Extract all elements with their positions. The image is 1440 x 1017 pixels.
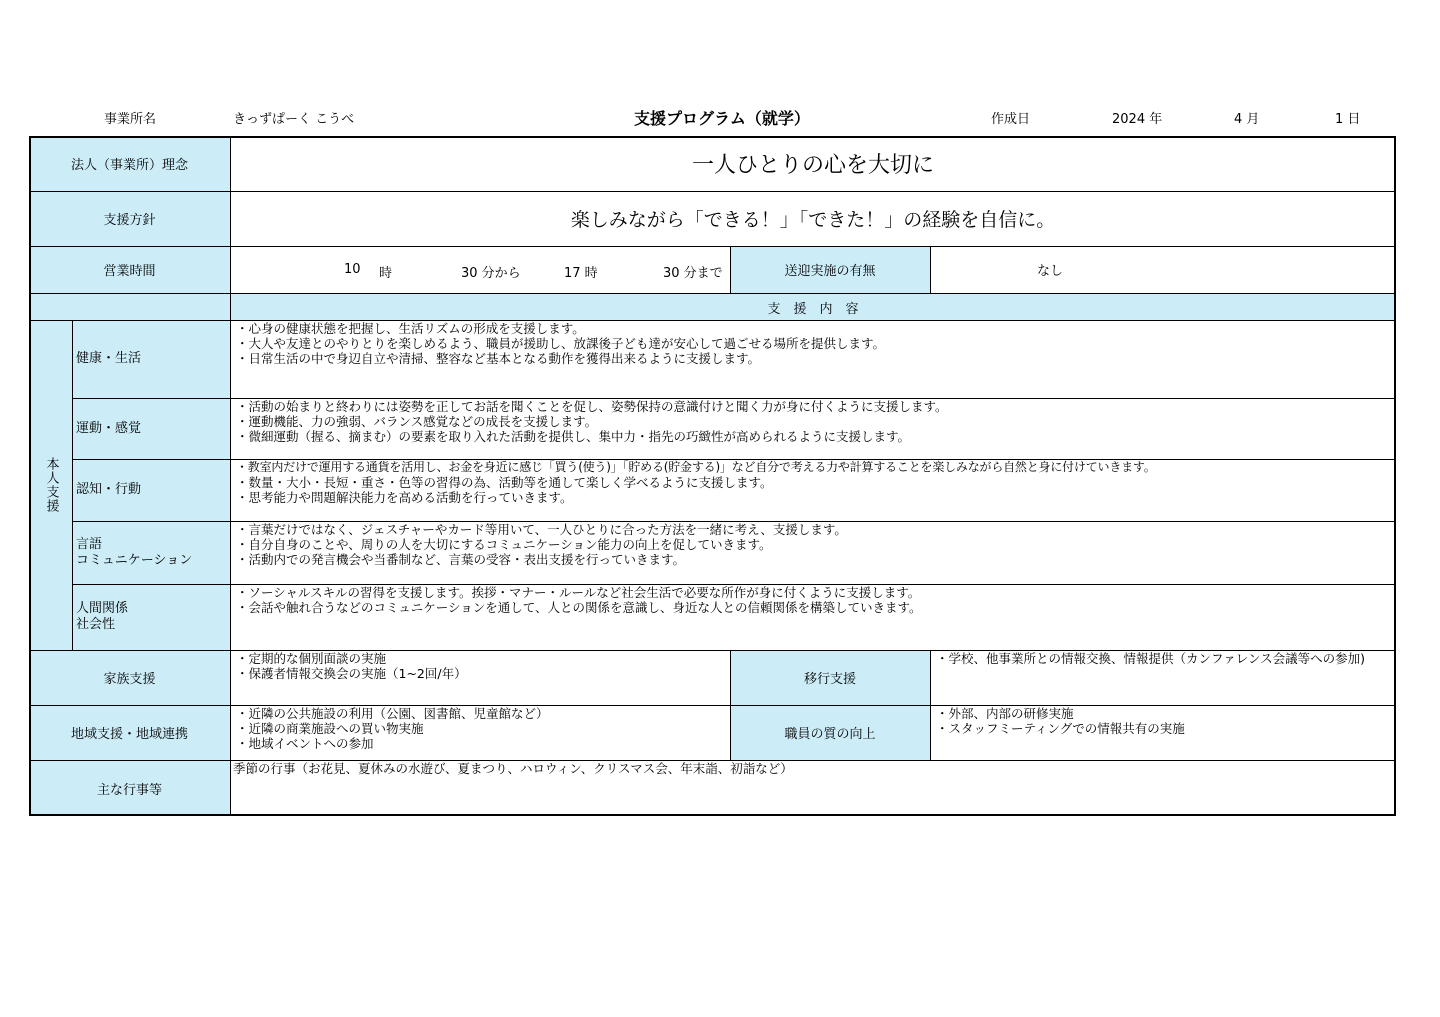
grid-line bbox=[230, 136, 231, 816]
grid-line bbox=[72, 521, 1396, 522]
staff-quality-line: ・スタッフミーティングでの情報共有の実施 bbox=[936, 721, 1185, 736]
grid-line bbox=[29, 760, 1396, 761]
motor-sensory-line: ・活動の始まりと終わりには姿勢を正してお話を聞くことを促し、姿勢保持の意識付けと聞く力が身に付くように支援します。 bbox=[236, 399, 948, 414]
created-day: 1 日 bbox=[1335, 112, 1361, 127]
created-month: 4 月 bbox=[1234, 112, 1260, 127]
relationships-social-content bbox=[230, 584, 1396, 650]
health-life-label-text: 健康・生活 bbox=[76, 351, 142, 366]
cognition-behavior-line: ・思考能力や問題解決能力を高める活動を行っていきます。 bbox=[236, 490, 573, 505]
family-support-line: ・定期的な個別面談の実施 bbox=[236, 651, 387, 666]
grid-line bbox=[72, 320, 73, 650]
grid-line bbox=[29, 650, 1396, 651]
start-hour: 10 bbox=[344, 262, 361, 277]
family-support-line: ・保護者情報交換会の実施（1~2回/年） bbox=[236, 666, 467, 681]
support-program-table bbox=[29, 136, 1396, 816]
events-label: 主な行事等 bbox=[96, 782, 162, 798]
community-support-label: 地域支援・地域連携 bbox=[70, 727, 188, 742]
grid-line bbox=[72, 459, 1396, 460]
transition-support-text: ・学校、他事業所との情報交換、情報提供（カンファレンス会議等への参加) bbox=[936, 651, 1365, 666]
grid-line bbox=[29, 136, 31, 816]
end-minute: 30 分まで bbox=[663, 266, 723, 281]
philosophy-value: 一人ひとりの心を大切に bbox=[691, 153, 934, 178]
grid-line bbox=[1394, 136, 1396, 816]
staff-quality-content bbox=[930, 705, 1396, 760]
self-support-label-text: 本人支援 bbox=[43, 457, 59, 513]
transition-support-content bbox=[930, 650, 1396, 705]
language-communication-line: ・言葉だけではなく、ジェスチャーやカード等用いて、一人ひとりに合った方法を一緒に考え、支援します。 bbox=[236, 522, 847, 537]
policy-value: 楽しみながら「できる！」「できた！」の経験を自信に。 bbox=[570, 209, 1056, 231]
hours-label: 営業時間 bbox=[103, 264, 156, 279]
grid-line bbox=[29, 320, 1396, 321]
family-support-label: 家族支援 bbox=[103, 672, 156, 687]
self-support-label bbox=[29, 320, 72, 650]
relationships-social-line: ・会話や触れ合うなどのコミュニケーションを通して、人との関係を意識し、身近な人との信頼関係を構築していきます。 bbox=[236, 600, 922, 615]
community-support-content bbox=[230, 705, 730, 760]
health-life-line: ・心身の健康状態を把握し、生活リズムの形成を支援します。 bbox=[236, 321, 585, 336]
created-year: 2024 年 bbox=[1112, 112, 1163, 127]
policy-label: 支援方針 bbox=[103, 213, 156, 228]
transport-value: なし bbox=[1036, 264, 1063, 279]
start-hour-unit: 時 bbox=[379, 266, 393, 281]
content-header: 支 援 内 容 bbox=[767, 301, 859, 317]
health-life-content bbox=[230, 320, 1396, 398]
language-communication-content bbox=[230, 521, 1396, 584]
grid-line bbox=[930, 246, 931, 293]
cognition-behavior-content bbox=[230, 459, 1396, 521]
community-support-line: ・近隣の公共施設の利用（公園、図書館、児童館など） bbox=[236, 706, 549, 721]
family-support-content bbox=[230, 650, 730, 705]
grid-line bbox=[29, 293, 1396, 294]
motor-sensory-line: ・運動機能、力の強弱、バランス感覚などの成長を支援します。 bbox=[236, 414, 598, 429]
grid-line bbox=[29, 136, 1396, 138]
grid-line bbox=[72, 398, 1396, 399]
grid-line bbox=[72, 584, 1396, 585]
created-date-label: 作成日 bbox=[991, 112, 1031, 127]
start-minute: 30 分から bbox=[461, 266, 521, 281]
grid-line bbox=[29, 191, 1396, 192]
grid-line bbox=[29, 705, 1396, 706]
health-life-line: ・大人や友達とのやりとりを楽しめるよう、職員が援助し、放課後子ども達が安心して過ごせる場所を提供します。 bbox=[236, 336, 886, 351]
relationships-social-line: ・ソーシャルスキルの習得を支援します。挨拶・マナー・ルールなど社会生活で必要な所作が身に付くように支援します。 bbox=[236, 585, 921, 600]
transition-support-label: 移行支援 bbox=[803, 672, 856, 687]
philosophy-label: 法人（事業所）理念 bbox=[70, 158, 188, 173]
motor-sensory-label bbox=[72, 398, 230, 459]
language-label-text: 言語 bbox=[76, 536, 103, 552]
health-life-label bbox=[72, 320, 230, 398]
relationships-social-label bbox=[72, 584, 230, 650]
health-life-line: ・日常生活の中で身辺自立や清掃、整容など基本となる動作を獲得出来るように支援します。 bbox=[236, 351, 761, 366]
language-communication-label bbox=[72, 521, 230, 584]
language-communication-line: ・自分自身のことや、周りの人を大切にするコミュニケーション能力の向上を促していきます。 bbox=[236, 537, 772, 552]
cognition-behavior-line: ・教室内だけで運用する通貨を活用し、お金を身近に感じ「買う(使う)」「貯める(貯金する)」など自分で考える力や計算することを楽しみながら自然と身に付けていきます。 bbox=[236, 460, 1156, 474]
community-support-line: ・地域イベントへの参加 bbox=[236, 736, 374, 751]
grid-line bbox=[29, 246, 1396, 247]
grid-line bbox=[930, 650, 931, 760]
language-communication-line: ・活動内での発言機会や当番制など、言葉の受容・表出支援を行っていきます。 bbox=[236, 552, 686, 567]
community-support-line: ・近隣の商業施設への買い物実施 bbox=[236, 721, 424, 736]
relationships-label-text: 人間関係 bbox=[76, 601, 129, 616]
grid-line bbox=[730, 246, 731, 293]
office-name: きっずぱーく こうべ bbox=[233, 112, 355, 127]
social-label-text: 社会性 bbox=[76, 617, 116, 632]
end-hour: 17 時 bbox=[564, 266, 598, 281]
cognition-behavior-label bbox=[72, 459, 230, 521]
motor-sensory-line: ・微細運動（握る、摘まむ）の要素を取り入れた活動を提供し、集中力・指先の巧緻性が高められるように支援します。 bbox=[236, 429, 911, 444]
motor-sensory-content bbox=[230, 398, 1396, 459]
cognition-behavior-label-text: 認知・行動 bbox=[76, 482, 142, 497]
page-title: 支援プログラム（就学） bbox=[634, 109, 810, 128]
grid-line bbox=[29, 814, 1396, 816]
staff-quality-label: 職員の質の向上 bbox=[784, 727, 876, 742]
office-name-label: 事業所名 bbox=[104, 112, 157, 127]
transport-label: 送迎実施の有無 bbox=[784, 264, 876, 279]
events-text: 季節の行事（お花見、夏休みの水遊び、夏まつり、ハロウィン、クリスマス会、年末詣、初詣など） bbox=[233, 761, 793, 776]
communication-label-text: コミュニケーション bbox=[76, 552, 193, 568]
events-content bbox=[230, 760, 1396, 816]
grid-line bbox=[730, 650, 731, 760]
cognition-behavior-line: ・数量・大小・長短・重さ・色等の習得の為、活動等を通して楽しく学べるように支援します。 bbox=[236, 475, 773, 490]
motor-sensory-label-text: 運動・感覚 bbox=[76, 420, 142, 436]
staff-quality-line: ・外部、内部の研修実施 bbox=[936, 706, 1074, 721]
